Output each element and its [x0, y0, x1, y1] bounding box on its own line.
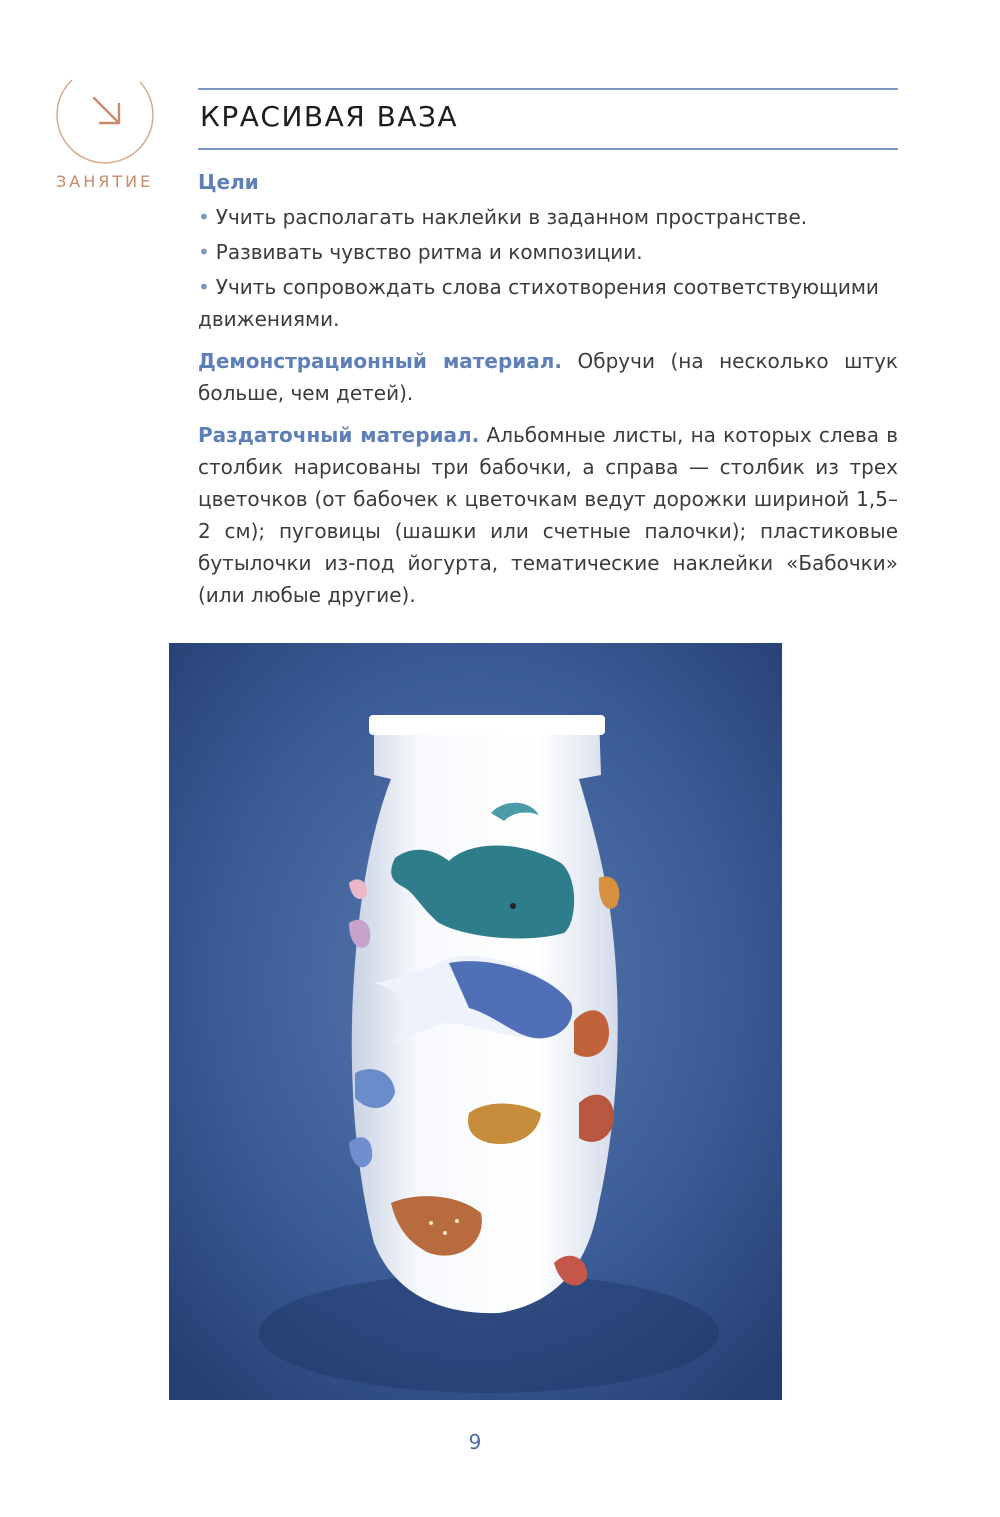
page-title: КРАСИВАЯ ВАЗА	[200, 100, 459, 133]
bullet-icon: •	[198, 205, 210, 229]
handout-material-label: Раздаточный материал.	[198, 423, 480, 447]
lesson-badge	[52, 66, 158, 172]
list-item	[198, 236, 898, 268]
demo-material-label: Демонстрационный материал.	[198, 349, 563, 373]
bullet-icon: •	[198, 240, 210, 264]
handout-material	[198, 419, 898, 611]
page-number: 9	[468, 1430, 482, 1454]
handout-material-text: Альбомные листы, на которых слева в столбик нарисованы три бабочки, а справа — столбик из трех цветочков (от бабочек к цветочкам ведут дорожки шириной 1,5–2 см); пуговицы (шашки или счетные палочки); пластиковые бутылочки из-под йогурта, тематические наклейки «Бабочки» (или любые другие).	[198, 423, 898, 607]
bullet-icon: •	[198, 275, 210, 299]
goal-text: Развивать чувство ритма и композиции.	[215, 240, 643, 264]
lesson-content	[198, 166, 898, 611]
arrow-down-right-icon	[94, 98, 119, 123]
goal-text: Учить располагать наклейки в заданном пространстве.	[215, 205, 808, 229]
list-item	[198, 201, 898, 233]
demo-material-text: Обручи (на несколько штук больше, чем детей).	[198, 349, 899, 405]
goals-list	[198, 201, 898, 335]
goals-heading: Цели	[198, 170, 259, 194]
title-rule-top	[198, 88, 898, 90]
goal-text: Учить сопровождать слова стихотворения соответствующими движениями.	[198, 275, 879, 331]
demo-material	[198, 345, 898, 409]
section-label: ЗАНЯТИЕ	[56, 172, 154, 191]
vase-photo	[169, 643, 782, 1400]
list-item	[198, 271, 898, 335]
title-rule-bottom	[198, 148, 898, 150]
